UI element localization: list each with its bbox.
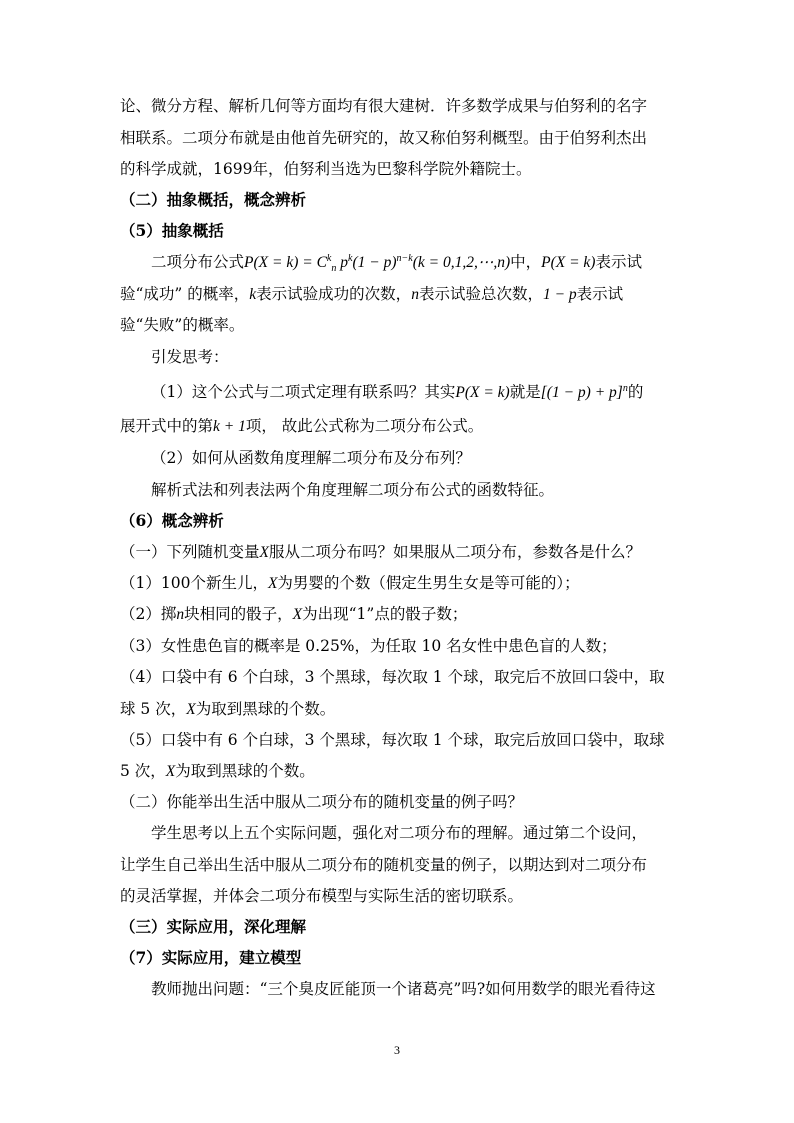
exercise-line: 球 5 次，X为取到黑球的个数。 <box>120 700 336 718</box>
question-line: （2）如何从函数角度理解二项分布及分布列？ <box>151 449 471 467</box>
text-run: 二项分布公式 <box>151 253 245 271</box>
paragraph-line: 论、微分方程、解析几何等方面均有很大建树．许多数学成果与伯努利的名字 <box>120 97 648 115</box>
question-line: （二）你能举出生活中服从二项分布的随机变量的例子吗？ <box>120 793 524 811</box>
paragraph-line: 教师抛出问题：“三个臭皮匠能顶一个诸葛亮”吗?如何用数学的眼光看待这 <box>151 980 656 998</box>
exercise-line: （4）口袋中有 6 个白球，3 个黑球，每次取 1 个球，取完后不放回口袋中，取 <box>120 668 665 686</box>
exercise-line: 5 次，X为取到黑球的个数。 <box>120 762 315 780</box>
subsection-heading: （5）抽象概括 <box>120 221 224 240</box>
paragraph-line: 让学生自己举出生活中服从二项分布的随机变量的例子，以期达到对二项分布 <box>120 856 648 874</box>
exercise-line: （1）100个新生儿，X为男婴的个数（假定生男生女是等可能的）； <box>120 574 580 592</box>
paragraph-line: 的灵活掌握，并体会二项分布模型与实际生活的密切联系。 <box>120 887 524 905</box>
text-run: 中， <box>510 253 542 271</box>
section-heading: （二）抽象概括，概念辨析 <box>120 190 307 209</box>
math-expr: P(X = k) <box>541 254 596 271</box>
page-number: 3 <box>394 1043 400 1057</box>
text-run: 表示试 <box>595 253 642 271</box>
question-line: 展开式中的第k + 1项， 故此公式称为二项分布公式。 <box>120 417 484 435</box>
exercise-line: （3）女性患色盲的概率是 0.25%，为任取 10 名女性中患色盲的人数； <box>120 637 617 655</box>
exercise-line: （一）下列随机变量X服从二项分布吗？如果服从二项分布，参数各是什么？ <box>120 543 641 561</box>
subsection-heading: （7）实际应用，建立模型 <box>120 948 302 967</box>
paragraph-line: 的科学成就，1699年，伯努利当选为巴黎科学院外籍院士。 <box>120 160 532 178</box>
paragraph-line: 验“成功” 的概率，k表示试验成功的次数，n表示试验总次数，1 − p表示试 <box>120 285 624 303</box>
paragraph-line: 相联系。二项分布就是由他首先研究的，故又称伯努利概型。由于伯努利杰出 <box>120 129 648 147</box>
paragraph-line: 引发思考： <box>151 348 229 366</box>
paragraph-line: 验“失败”的概率。 <box>120 316 245 334</box>
exercise-line: （5）口袋中有 6 个白球，3 个黑球，每次取 1 个球，取完后放回口袋中，取球 <box>120 731 665 749</box>
exercise-line: （2）掷n块相同的骰子，X为出现“1”点的骰子数； <box>120 605 468 623</box>
formula-paragraph-line <box>151 251 642 273</box>
section-heading: （三）实际应用，深化理解 <box>120 917 307 936</box>
binomial-formula: $P(X = k) = C^k_n$ $p^k(1 - p)^{n-k}(k$ = 0,1,2,⋯,n) <box>244 252 511 275</box>
paragraph-line: 学生思考以上五个实际问题，强化对二项分布的理解。通过第二个设问， <box>151 824 648 842</box>
subsection-heading: （6）概念辨析 <box>120 511 224 530</box>
question-line: （1）这个公式与二项式定理有联系吗？其实P(X = k)就是$[(1 - p) + p]^n$的 <box>151 382 644 401</box>
paragraph-line: 解析式法和列表法两个角度理解二项分布公式的函数特征。 <box>151 481 555 499</box>
